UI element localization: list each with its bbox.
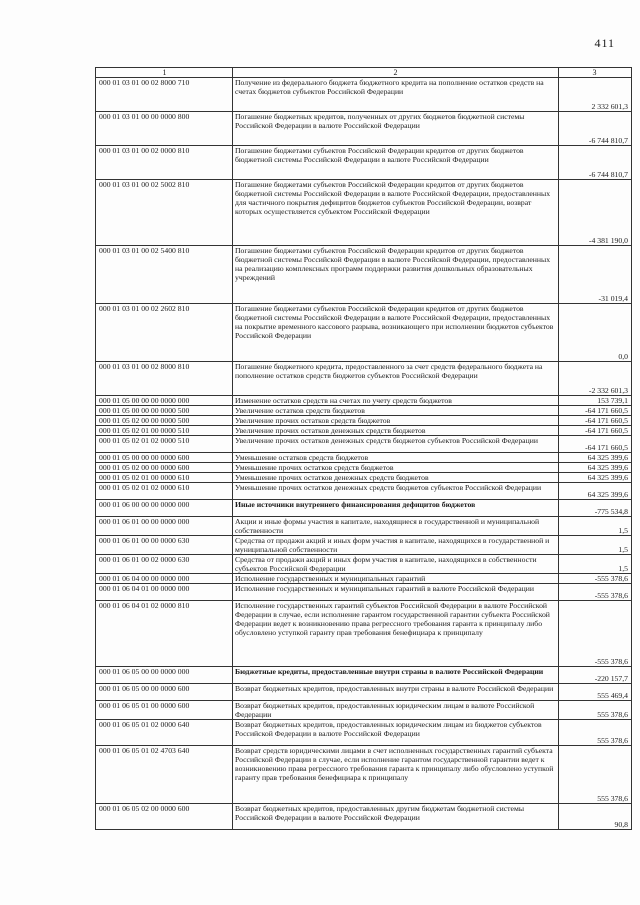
row-description: Исполнение государственных и муниципальных гарантий в валюте Российской Федерации [233,584,559,601]
table-row [96,180,632,246]
row-value: 64 325 399,6 [559,483,632,500]
budget-sources-table [95,67,632,830]
table-row [96,246,632,304]
table-row [96,804,632,830]
row-code: 000 01 06 05 00 00 0000 000 [96,667,233,684]
table-row [96,517,632,536]
row-code: 000 01 06 05 01 00 0000 600 [96,701,233,720]
row-value: -6 744 810,7 [559,112,632,146]
row-code: 000 01 06 01 00 00 0000 000 [96,517,233,536]
row-description: Увеличение прочих остатков денежных средств бюджетов субъектов Российской Федерации [233,436,559,453]
row-code: 000 01 06 04 00 00 0000 000 [96,574,233,584]
table-row [96,500,632,517]
row-value: 555 378,6 [559,746,632,804]
row-code: 000 01 03 01 00 02 8000 710 [96,78,233,112]
row-description: Погашение бюджетами субъектов Российской Федерации кредитов от других бюджетов бюджетной системы Российской Федерации в валюте Российской Федерации, предоставленных на реализацию комплексных программ поддержки развития дошкольных образовательных учреждений [233,246,559,304]
row-code: 000 01 06 01 00 00 0000 630 [96,536,233,555]
row-value: -2 332 601,3 [559,362,632,396]
row-code: 000 01 06 04 01 00 0000 000 [96,584,233,601]
row-code: 000 01 03 01 00 02 5002 810 [96,180,233,246]
table-row [96,584,632,601]
row-description: Погашение бюджетами субъектов Российской Федерации кредитов от других бюджетов бюджетной системы Российской Федерации в валюте Российской Федерации [233,146,559,180]
row-description: Возврат бюджетных кредитов, предоставленных другим бюджетам бюджетной системы Российской Федерации в валюте Российской Федерации [233,804,559,830]
table-row [96,536,632,555]
page-number: 411 [594,36,615,50]
row-description: Иные источники внутреннего финансирования дефицитов бюджетов [233,500,559,517]
row-code: 000 01 06 05 01 02 0000 640 [96,720,233,746]
row-value: -4 381 190,0 [559,180,632,246]
row-description: Уменьшение остатков средств бюджетов [233,453,559,463]
table-row [96,416,632,426]
table-row [96,667,632,684]
row-code: 000 01 05 02 01 00 0000 510 [96,426,233,436]
header-col-2: 2 [233,68,559,78]
row-code: 000 01 05 02 01 02 0000 510 [96,436,233,453]
table-row [96,426,632,436]
row-value: 90,8 [559,804,632,830]
row-code: 000 01 05 02 00 00 0000 500 [96,416,233,426]
row-value: -220 157,7 [559,667,632,684]
row-description: Уменьшение прочих остатков средств бюджетов [233,463,559,473]
table-row [96,684,632,701]
row-code: 000 01 03 01 00 02 5400 810 [96,246,233,304]
row-value: 64 325 399,6 [559,463,632,473]
row-value: -64 171 660,5 [559,426,632,436]
table-row [96,146,632,180]
row-description: Средства от продажи акций и иных форм участия в капитале, находящихся в собственности субъектов Российской Федерации [233,555,559,574]
header-col-3: 3 [559,68,632,78]
row-description: Получение из федерального бюджета бюджетного кредита на пополнение остатков средств на счетах бюджетов субъектов Российской Федерации [233,78,559,112]
row-code: 000 01 05 02 01 00 0000 610 [96,473,233,483]
row-description: Изменение остатков средств на счетах по учету средств бюджетов [233,396,559,406]
row-description: Возврат средств юридическими лицами в счет исполненных государственных гарантий субъекта Российской Федерации в случае, если исполнение гарантом государственной гарантии ведет к возникновению права регрессного требования гаранта к принципалу либо обусловлено уступкой гаранту прав требования бенефициара к принципалу [233,746,559,804]
row-value: 2 332 601,3 [559,78,632,112]
row-value: 555 378,6 [559,701,632,720]
table-row [96,406,632,416]
row-value: 1,5 [559,555,632,574]
table-header-row [96,68,632,78]
row-code: 000 01 05 00 00 00 0000 600 [96,453,233,463]
row-description: Погашение бюджетами субъектов Российской Федерации кредитов от других бюджетов бюджетной системы Российской Федерации в валюте Российской Федерации, предоставленных на покрытие временного кассового разрыва, возникающего при исполнении бюджетов субъектов Российской Федерации [233,304,559,362]
row-description: Уменьшение прочих остатков денежных средств бюджетов [233,473,559,483]
row-code: 000 01 06 00 00 00 0000 000 [96,500,233,517]
row-value: 1,5 [559,536,632,555]
row-value: -555 378,6 [559,574,632,584]
table-row [96,453,632,463]
row-code: 000 01 06 05 02 00 0000 600 [96,804,233,830]
row-value: -6 744 810,7 [559,146,632,180]
row-value: -775 534,8 [559,500,632,517]
table-row [96,746,632,804]
table-row [96,78,632,112]
table-row [96,701,632,720]
row-code: 000 01 06 05 00 00 0000 600 [96,684,233,701]
row-description: Исполнение государственных и муниципальных гарантий [233,574,559,584]
row-description: Увеличение прочих остатков денежных средств бюджетов [233,426,559,436]
row-description: Погашение бюджетами субъектов Российской Федерации кредитов от других бюджетов бюджетной системы Российской Федерации в валюте Российской Федерации, предоставленных для частичного покрытия дефицитов бюджетов субъектов Российской Федерации, возврат которых осуществляется субъектом Российской Федерации [233,180,559,246]
row-value: 153 739,1 [559,396,632,406]
row-description: Уменьшение прочих остатков денежных средств бюджетов субъектов Российской Федерации [233,483,559,500]
row-code: 000 01 06 05 01 02 4703 640 [96,746,233,804]
row-value: 1,5 [559,517,632,536]
row-code: 000 01 05 02 00 00 0000 600 [96,463,233,473]
table-row [96,720,632,746]
row-code: 000 01 05 02 01 02 0000 610 [96,483,233,500]
table-row [96,574,632,584]
row-description: Увеличение прочих остатков средств бюджетов [233,416,559,426]
row-description: Возврат бюджетных кредитов, предоставленных юридическим лицам из бюджетов субъектов Российской Федерации в валюте Российской Федерации [233,720,559,746]
row-value: 64 325 399,6 [559,473,632,483]
row-value: -64 171 660,5 [559,406,632,416]
row-description: Погашение бюджетных кредитов, полученных от других бюджетов бюджетной системы Российской Федерации в валюте Российской Федерации [233,112,559,146]
row-code: 000 01 06 04 01 02 0000 810 [96,601,233,667]
row-description: Погашение бюджетного кредита, предоставленного за счет средств федерального бюджета на пополнение остатков средств бюджетов субъектов Российской Федерации [233,362,559,396]
header-col-1: 1 [96,68,233,78]
row-description: Увеличение остатков средств бюджетов [233,406,559,416]
table-row [96,601,632,667]
table-row [96,463,632,473]
row-description: Средства от продажи акций и иных форм участия в капитале, находящихся в государственной и муниципальной собственности [233,536,559,555]
table-row [96,112,632,146]
row-value: 0,0 [559,304,632,362]
row-code: 000 01 03 01 00 00 0000 800 [96,112,233,146]
table-row [96,304,632,362]
table-row [96,362,632,396]
row-description: Возврат бюджетных кредитов, предоставленных юридическим лицам в валюте Российской Федерации [233,701,559,720]
row-code: 000 01 03 01 00 02 0000 810 [96,146,233,180]
row-value: -555 378,6 [559,584,632,601]
row-value: -64 171 660,5 [559,416,632,426]
row-code: 000 01 05 00 00 00 0000 000 [96,396,233,406]
row-description: Акции и иные формы участия в капитале, находящиеся в государственной и муниципальной собственности [233,517,559,536]
row-description: Исполнение государственных гарантий субъектов Российской Федерации в валюте Российской Федерации в случае, если исполнение гарантом государственной гарантии субъекта Российской Федерации ведет к возникновению права регрессного требования гаранта к принципалу либо обусловлено уступкой гаранту прав требования бенефициара к принципалу [233,601,559,667]
row-code: 000 01 03 01 00 02 2602 810 [96,304,233,362]
table-row [96,473,632,483]
row-value: 555 469,4 [559,684,632,701]
row-code: 000 01 05 00 00 00 0000 500 [96,406,233,416]
table-row [96,555,632,574]
row-value: 64 325 399,6 [559,453,632,463]
row-value: -64 171 660,5 [559,436,632,453]
row-value: -31 019,4 [559,246,632,304]
table-row [96,396,632,406]
table-row [96,483,632,500]
row-description: Бюджетные кредиты, предоставленные внутри страны в валюте Российской Федерации [233,667,559,684]
row-code: 000 01 06 01 00 02 0000 630 [96,555,233,574]
row-value: -555 378,6 [559,601,632,667]
row-code: 000 01 03 01 00 02 8000 810 [96,362,233,396]
row-description: Возврат бюджетных кредитов, предоставленных внутри страны в валюте Российской Федерации [233,684,559,701]
table-row [96,436,632,453]
row-value: 555 378,6 [559,720,632,746]
